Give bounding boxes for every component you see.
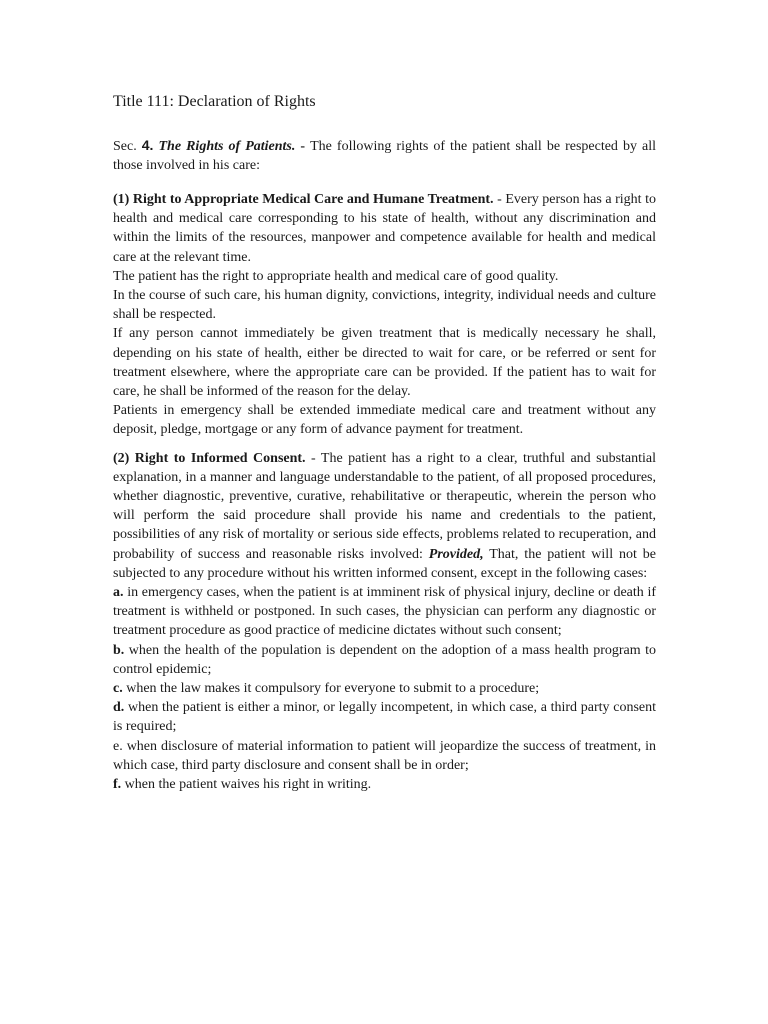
right-2-heading: (2) Right to Informed Consent. [113, 450, 306, 466]
sec-heading: The Rights of Patients. [158, 139, 296, 154]
sec-number: 4. [141, 137, 154, 153]
spacer [113, 440, 656, 449]
item-text: when the patient is either a minor, or legally incompetent, in which case, a third party consent is required; [113, 700, 657, 735]
item-label: c. [113, 681, 123, 697]
item-text: when disclosure of material information to patient will jeopardize the success of treatment, in which case, third party disclosure and consent shall be in order; [113, 738, 657, 773]
exception-item-c [113, 679, 656, 698]
exception-item-e [113, 737, 656, 775]
section-intro [113, 136, 656, 175]
right-2-paragraph [113, 449, 656, 583]
item-label: e. [113, 738, 123, 754]
exception-item-f [113, 775, 656, 794]
right-1-heading: (1) Right to Appropriate Medical Care and Humane Treatment. [113, 192, 494, 207]
sec-label: Sec. [113, 139, 142, 154]
exception-item-a [113, 583, 656, 641]
document-title: Title 111: Declaration of Rights [113, 93, 316, 110]
item-text: in emergency cases, when the patient is at imminent risk of physical injury, decline or death if treatment is withheld or postponed. In such cases, the physician can perform any diagnostic or treatment procedure as good practice of medicine dictates without such consent; [113, 585, 657, 639]
right-1-paragraph [113, 190, 656, 267]
item-text: when the health of the population is dependent on the adoption of a mass health program to control epidemic; [113, 642, 657, 677]
sec-dash: - [295, 139, 311, 154]
document-page [113, 92, 656, 794]
right-1-text: - Every person has a right to health and medical care corresponding to his state of health, without any discrimination and within the limits of the resources, manpower and competence available for health and medical care at the relevant time. [113, 192, 657, 265]
exception-item-d [113, 698, 656, 736]
item-label: a. [113, 585, 124, 601]
right-1-emergency: Patients in emergency shall be extended immediate medical care and treatment without any deposit, pledge, mortgage or any form of advance payment for treatment. [113, 403, 656, 438]
right-2-text-b: That, the patient will not be subjected to any procedure without his written informed consent, except in the following cases: [113, 546, 656, 581]
right-2-text-a: - The patient has a right to a clear, truthful and substantial explanation, in a manner and language understandable to the patient, of all proposed procedures, whether diagnostic, preventive, curative, rehabilitative or therapeutic, wherein the person who will perform the said procedure shall provide his name and credentials to the patient, possibilities of any risk of mortality or serious side effects, problems related to recuperation, and probability of success and reasonable risks involved: [113, 450, 656, 562]
sec-intro-text: The following rights of the patient shall be respected by all those involved in his care: [113, 139, 657, 173]
item-label: b. [113, 642, 125, 658]
exception-item-b [113, 641, 656, 679]
item-text: when the law makes it compulsory for everyone to submit to a procedure; [126, 681, 540, 697]
right-1-quality: The patient has the right to appropriate health and medical care of good quality. [113, 268, 559, 284]
right-1-dignity: In the course of such care, his human dignity, convictions, integrity, individual needs and culture shall be respected. [113, 288, 656, 323]
item-text: when the patient waives his right in writing. [124, 777, 372, 793]
right-1-wait: If any person cannot immediately be given treatment that is medically necessary he shall, depending on his state of health, either be directed to wait for care, or be referred or sent for treatment elsewhere, where the appropriate care can be provided. If the patient has to wait for care, he shall be informed of the reason for the delay. [113, 326, 656, 400]
provided-keyword: Provided, [428, 546, 484, 562]
item-label: d. [113, 700, 125, 716]
item-label: f. [113, 777, 122, 793]
